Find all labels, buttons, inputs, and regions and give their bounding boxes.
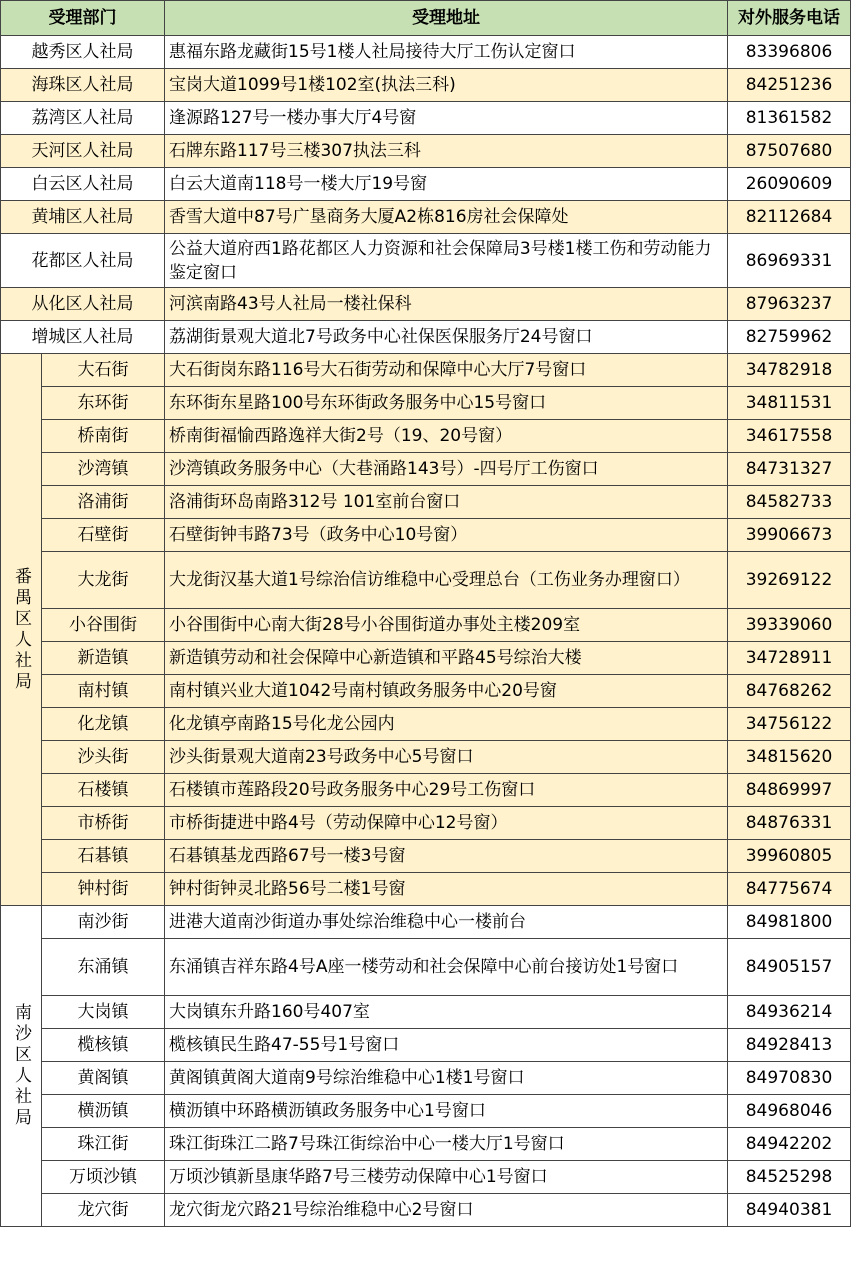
table-row (1, 1194, 851, 1227)
table-row (1, 609, 851, 642)
dept-cell: 花都区人社局 (1, 234, 165, 288)
address-cell: 东环街东星路100号东环街政务服务中心15号窗口 (165, 387, 728, 420)
phone-cell: 84968046 (728, 1095, 851, 1128)
phone-cell: 84731327 (728, 453, 851, 486)
address-cell: 逢源路127号一楼办事大厅4号窗 (165, 102, 728, 135)
dept-cell: 越秀区人社局 (1, 36, 165, 69)
address-cell: 石牌东路117号三楼307执法三科 (165, 135, 728, 168)
subdistrict-cell: 黄阁镇 (42, 1062, 165, 1095)
phone-cell: 84251236 (728, 69, 851, 102)
table-row (1, 642, 851, 675)
phone-cell: 39269122 (728, 552, 851, 609)
phone-cell: 84936214 (728, 996, 851, 1029)
phone-cell: 34811531 (728, 387, 851, 420)
subdistrict-cell: 万顷沙镇 (42, 1161, 165, 1194)
phone-cell: 34728911 (728, 642, 851, 675)
table-row (1, 201, 851, 234)
phone-cell: 84981800 (728, 906, 851, 939)
header-phone: 对外服务电话 (728, 1, 851, 36)
subdistrict-cell: 沙湾镇 (42, 453, 165, 486)
table-row (1, 675, 851, 708)
address-cell: 沙头街景观大道南23号政务中心5号窗口 (165, 741, 728, 774)
phone-cell: 87507680 (728, 135, 851, 168)
table-row (1, 807, 851, 840)
phone-cell: 82759962 (728, 321, 851, 354)
address-cell: 荔湖街景观大道北7号政务中心社保医保服务厅24号窗口 (165, 321, 728, 354)
header-row (1, 1, 851, 36)
phone-cell: 83396806 (728, 36, 851, 69)
phone-cell: 84525298 (728, 1161, 851, 1194)
table-row (1, 873, 851, 906)
phone-cell: 87963237 (728, 288, 851, 321)
address-cell: 沙湾镇政务服务中心（大巷涌路143号）-四号厅工伤窗口 (165, 453, 728, 486)
subdistrict-cell: 小谷围街 (42, 609, 165, 642)
phone-cell: 34617558 (728, 420, 851, 453)
address-cell: 洛浦街环岛南路312号 101室前台窗口 (165, 486, 728, 519)
subdistrict-cell: 龙穴街 (42, 1194, 165, 1227)
address-cell: 香雪大道中87号广垦商务大厦A2栋816房社会保障处 (165, 201, 728, 234)
table-row (1, 288, 851, 321)
table-row (1, 741, 851, 774)
phone-cell: 34756122 (728, 708, 851, 741)
phone-cell: 84876331 (728, 807, 851, 840)
subdistrict-cell: 石壁街 (42, 519, 165, 552)
phone-cell: 39960805 (728, 840, 851, 873)
address-cell: 公益大道府西1路花都区人力资源和社会保障局3号楼1楼工伤和劳动能力鉴定窗口 (165, 234, 728, 288)
address-cell: 东涌镇吉祥东路4号A座一楼劳动和社会保障中心前台接访处1号窗口 (165, 939, 728, 996)
address-cell: 黄阁镇黄阁大道南9号综治维稳中心1楼1号窗口 (165, 1062, 728, 1095)
dept-cell: 从化区人社局 (1, 288, 165, 321)
phone-cell: 84582733 (728, 486, 851, 519)
subdistrict-cell: 桥南街 (42, 420, 165, 453)
table-row (1, 774, 851, 807)
table-row (1, 708, 851, 741)
table-row (1, 453, 851, 486)
table-row (1, 1095, 851, 1128)
table-row (1, 102, 851, 135)
table-row (1, 840, 851, 873)
table-row (1, 552, 851, 609)
table-row (1, 234, 851, 288)
address-cell: 惠福东路龙藏街15号1楼人社局接待大厅工伤认定窗口 (165, 36, 728, 69)
table-row (1, 69, 851, 102)
subdistrict-cell: 石碁镇 (42, 840, 165, 873)
address-cell: 横沥镇中环路横沥镇政务服务中心1号窗口 (165, 1095, 728, 1128)
phone-cell: 34815620 (728, 741, 851, 774)
subdistrict-cell: 洛浦街 (42, 486, 165, 519)
address-cell: 南村镇兴业大道1042号南村镇政务服务中心20号窗 (165, 675, 728, 708)
dept-cell: 白云区人社局 (1, 168, 165, 201)
dept-cell: 黄埔区人社局 (1, 201, 165, 234)
table-row (1, 354, 851, 387)
table-row (1, 135, 851, 168)
phone-cell: 84905157 (728, 939, 851, 996)
subdistrict-cell: 沙头街 (42, 741, 165, 774)
address-cell: 市桥街捷进中路4号（劳动保障中心12号窗） (165, 807, 728, 840)
phone-cell: 82112684 (728, 201, 851, 234)
address-cell: 进港大道南沙街道办事处综治维稳中心一楼前台 (165, 906, 728, 939)
subdistrict-cell: 横沥镇 (42, 1095, 165, 1128)
table-row (1, 36, 851, 69)
header-dept: 受理部门 (1, 1, 165, 36)
table-row (1, 420, 851, 453)
table-row (1, 519, 851, 552)
table-row (1, 1161, 851, 1194)
subdistrict-cell: 南沙街 (42, 906, 165, 939)
phone-cell: 81361582 (728, 102, 851, 135)
table-row (1, 1062, 851, 1095)
subdistrict-cell: 石楼镇 (42, 774, 165, 807)
dept-cell: 荔湾区人社局 (1, 102, 165, 135)
nansha-group-label: 南沙区人社局 (1, 906, 42, 1227)
subdistrict-cell: 大岗镇 (42, 996, 165, 1029)
table-row (1, 906, 851, 939)
subdistrict-cell: 大石街 (42, 354, 165, 387)
dept-cell: 天河区人社局 (1, 135, 165, 168)
phone-cell: 34782918 (728, 354, 851, 387)
panyu-group-label: 番禺区人社局 (1, 354, 42, 906)
address-cell: 珠江街珠江二路7号珠江街综治中心一楼大厅1号窗口 (165, 1128, 728, 1161)
table-row (1, 939, 851, 996)
table-row (1, 387, 851, 420)
address-cell: 大岗镇东升路160号407室 (165, 996, 728, 1029)
dept-cell: 海珠区人社局 (1, 69, 165, 102)
address-cell: 大石街岗东路116号大石街劳动和保障中心大厅7号窗口 (165, 354, 728, 387)
subdistrict-cell: 榄核镇 (42, 1029, 165, 1062)
subdistrict-cell: 大龙街 (42, 552, 165, 609)
subdistrict-cell: 化龙镇 (42, 708, 165, 741)
phone-cell: 86969331 (728, 234, 851, 288)
table-row (1, 1029, 851, 1062)
address-cell: 龙穴街龙穴路21号综治维稳中心2号窗口 (165, 1194, 728, 1227)
phone-cell: 26090609 (728, 168, 851, 201)
table-body (1, 36, 851, 1227)
phone-cell: 39906673 (728, 519, 851, 552)
phone-cell: 84869997 (728, 774, 851, 807)
address-cell: 小谷围街中心南大街28号小谷围街道办事处主楼209室 (165, 609, 728, 642)
subdistrict-cell: 钟村街 (42, 873, 165, 906)
phone-cell: 84768262 (728, 675, 851, 708)
phone-cell: 84942202 (728, 1128, 851, 1161)
dept-cell: 增城区人社局 (1, 321, 165, 354)
address-cell: 桥南街福愉西路逸祥大街2号（19、20号窗） (165, 420, 728, 453)
table-row (1, 168, 851, 201)
address-cell: 河滨南路43号人社局一楼社保科 (165, 288, 728, 321)
address-cell: 石碁镇基龙西路67号一楼3号窗 (165, 840, 728, 873)
table-row (1, 996, 851, 1029)
address-cell: 新造镇劳动和社会保障中心新造镇和平路45号综治大楼 (165, 642, 728, 675)
address-cell: 榄核镇民生路47-55号1号窗口 (165, 1029, 728, 1062)
subdistrict-cell: 南村镇 (42, 675, 165, 708)
address-cell: 大龙街汉基大道1号综治信访维稳中心受理总台（工伤业务办理窗口） (165, 552, 728, 609)
address-cell: 石楼镇市莲路段20号政务服务中心29号工伤窗口 (165, 774, 728, 807)
phone-cell: 84940381 (728, 1194, 851, 1227)
address-cell: 钟村街钟灵北路56号二楼1号窗 (165, 873, 728, 906)
phone-cell: 84970830 (728, 1062, 851, 1095)
phone-cell: 84928413 (728, 1029, 851, 1062)
subdistrict-cell: 东涌镇 (42, 939, 165, 996)
header-addr: 受理地址 (165, 1, 728, 36)
address-cell: 万顷沙镇新垦康华路7号三楼劳动保障中心1号窗口 (165, 1161, 728, 1194)
address-cell: 宝岗大道1099号1楼102室(执法三科) (165, 69, 728, 102)
table-row (1, 486, 851, 519)
address-cell: 白云大道南118号一楼大厅19号窗 (165, 168, 728, 201)
address-cell: 化龙镇亭南路15号化龙公园内 (165, 708, 728, 741)
phone-cell: 39339060 (728, 609, 851, 642)
address-cell: 石壁街钟韦路73号（政务中心10号窗） (165, 519, 728, 552)
subdistrict-cell: 市桥街 (42, 807, 165, 840)
subdistrict-cell: 东环街 (42, 387, 165, 420)
table-row (1, 321, 851, 354)
subdistrict-cell: 新造镇 (42, 642, 165, 675)
table-row (1, 1128, 851, 1161)
phone-cell: 84775674 (728, 873, 851, 906)
subdistrict-cell: 珠江街 (42, 1128, 165, 1161)
